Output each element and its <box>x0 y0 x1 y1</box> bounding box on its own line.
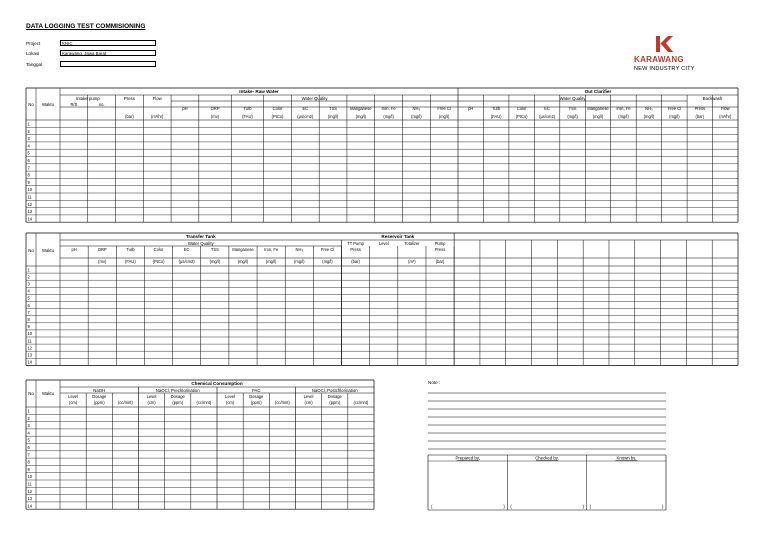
table2-row-number: 14 <box>27 359 33 365</box>
table1-sub-wq-intake: Water Quality <box>301 96 328 101</box>
table2-param: pH <box>71 247 77 252</box>
table2-param: Manganese <box>232 247 254 252</box>
table3-row-number: 5 <box>27 437 30 443</box>
table2-row-number: 8 <box>27 317 30 322</box>
table1-sub-backwash: Backwash <box>702 96 723 101</box>
table2-param: Free Cl <box>320 247 335 252</box>
table3-waktu-header: Waktu <box>41 391 55 396</box>
table2-row-number: 9 <box>27 324 30 330</box>
table3-row-number: 11 <box>27 481 32 487</box>
table3-param: Dosage <box>92 394 107 399</box>
table2-group-reservoir: Reservoir Tank <box>381 234 415 239</box>
table1-param: ORP <box>210 106 220 111</box>
table2-param: NH₃ <box>295 247 304 252</box>
table2-param-sub: Press <box>434 247 446 252</box>
table1-unit: (FAU) <box>242 114 253 119</box>
table1-param: no. <box>98 102 105 107</box>
table3-unit: (cc/mnt) <box>353 400 369 405</box>
table3-row-number: 3 <box>27 423 30 429</box>
table1-sub-intake-pump: Intake pump <box>75 96 100 101</box>
table2-unit: (mg/l) <box>209 259 221 264</box>
table3-row-number: 12 <box>27 488 33 494</box>
table3-row-number: 2 <box>27 415 30 421</box>
table1-param: Iron, Fe <box>616 106 631 111</box>
signature-open-paren: ( <box>431 504 433 509</box>
table3-unit: (cm) <box>147 400 156 405</box>
table3-unit: (ppm) <box>93 400 105 405</box>
page-title: DATA LOGGING TEST COMMISIONING <box>26 23 146 30</box>
table3-row-number: 1 <box>27 408 30 414</box>
table1-param: EC <box>302 106 309 111</box>
table2-row-number: 6 <box>27 302 30 308</box>
table1-row-number: 5 <box>27 150 30 156</box>
table1-unit: (bar) <box>695 114 705 119</box>
table1-param: Manganese <box>350 106 372 111</box>
table2-no-header: No <box>28 248 34 253</box>
table2-param: Turb <box>126 247 135 252</box>
table1-param: Iron, Fe <box>381 106 396 111</box>
table2-row-number: 3 <box>27 281 30 287</box>
table1-unit: (PtCo) <box>515 114 528 119</box>
table1-unit: (mg/l) <box>618 114 629 119</box>
signature-close-paren: ) <box>503 504 505 509</box>
table2-param: EC <box>183 247 190 252</box>
table1-param: R/S <box>70 102 78 107</box>
table1-unit: (m³/hr) <box>151 114 164 119</box>
table3-unit: (cc/mnt) <box>196 400 212 405</box>
signature-open-paren: ( <box>589 504 592 509</box>
table3-param: Dosage <box>170 394 185 399</box>
table1-no-header: No <box>28 102 34 107</box>
table2-row-number: 5 <box>27 295 30 301</box>
table1-param: TSS <box>568 106 577 111</box>
table1-param: Color <box>516 106 527 111</box>
table2-param: Iron, Fe <box>264 247 279 252</box>
table1-param: Free Cl <box>667 106 682 111</box>
table1-param: TSS <box>329 106 338 111</box>
table3-group: Chemical Consumption <box>191 381 243 386</box>
table2-param: ORP <box>97 247 107 252</box>
table1-unit: (mg/l) <box>592 114 604 119</box>
table2-param-sub: Press <box>350 247 361 252</box>
table2-unit: (μs/cm2) <box>178 259 195 264</box>
table1-param: NH₃ <box>412 106 421 111</box>
table1-param: NH₃ <box>645 106 653 111</box>
table3-unit: (ppm) <box>329 400 341 405</box>
signature-label-0: Prepared by, <box>455 455 480 461</box>
table2-row-number: 12 <box>27 345 33 351</box>
table1-row-number: 2 <box>27 128 30 134</box>
table3-subgroup: NaOCl, Prechlorination <box>155 388 200 393</box>
tanggal-label: Tanggal <box>26 62 43 67</box>
table1-unit: (PtCo) <box>271 114 284 119</box>
table3-unit: (cm) <box>225 400 235 405</box>
signature-open-paren: ( <box>510 504 512 509</box>
table2-unit: (FAU) <box>125 259 136 264</box>
table2-param: Level <box>378 241 389 246</box>
table3-row-number: 13 <box>27 496 33 502</box>
table3-unit: (cm) <box>304 400 313 405</box>
table1-unit: (FAU) <box>490 114 502 119</box>
lokasi-field[interactable]: Karawang, Jawa Barat <box>60 50 156 56</box>
table1-unit: (mg/l) <box>438 114 450 119</box>
table2-waktu-header: Waktu <box>41 248 55 253</box>
table3-row-number: 4 <box>27 430 30 436</box>
table1-param: pH <box>468 106 474 111</box>
table2-param: Pump <box>434 241 446 246</box>
table2-row-number: 7 <box>27 309 30 315</box>
table1-row-number: 10 <box>27 187 33 193</box>
signature-close-paren: ) <box>662 504 664 509</box>
table1-param: Free Cl <box>437 106 451 111</box>
table2-unit: (bar) <box>435 259 445 264</box>
table3-row-number: 8 <box>27 459 30 465</box>
table1-unit: (mg/l) <box>355 114 367 119</box>
table1-sub-press: Press <box>123 96 135 101</box>
table3-row-number: 7 <box>27 452 30 458</box>
logo-subtitle: NEW INDUSTRY CITY <box>634 66 695 72</box>
table2-row-number: 1 <box>27 267 30 273</box>
project-label: Project <box>26 41 41 46</box>
table3-row-number: 6 <box>27 445 30 450</box>
table1-unit: (mg/l) <box>411 114 422 119</box>
table1-unit: (mg/l) <box>643 114 655 119</box>
table2-param: Totalizer <box>404 241 420 246</box>
table1-row-number: 12 <box>27 201 33 207</box>
table1-unit: (mg/l) <box>567 114 578 119</box>
table3-no-header: No <box>28 391 34 396</box>
signature-label-2: Known by, <box>616 455 637 461</box>
table1-unit: (mg/l) <box>669 114 680 119</box>
table3-unit: (ppm) <box>172 400 184 405</box>
table2-unit: (mg/l) <box>265 259 277 264</box>
table2-unit: (mg/l) <box>322 259 333 264</box>
table1-row-number: 7 <box>27 165 30 171</box>
table1-row-number: 3 <box>27 136 30 142</box>
table2-row-number: 2 <box>27 274 30 280</box>
table2-unit: (mg/l) <box>294 259 305 264</box>
table1-waktu-header: Waktu <box>41 102 55 107</box>
table1-row-number: 8 <box>27 172 30 178</box>
table3-param: Dosage <box>249 394 264 399</box>
table1-unit: (mg/l) <box>327 114 339 119</box>
table2-row-number: 11 <box>27 338 32 344</box>
table2-row-number: 10 <box>27 331 33 337</box>
signature-close-paren: ) <box>582 504 585 509</box>
table1-unit: (mg/l) <box>383 114 394 119</box>
table2-unit: (bar) <box>351 259 360 264</box>
table1-unit: (m³/hr) <box>719 114 732 119</box>
lokasi-label: Lokasi <box>26 51 40 56</box>
table1-row-number: 13 <box>27 209 33 215</box>
table1-param: Press <box>694 106 706 111</box>
table1-unit: (bar) <box>125 114 134 119</box>
table2-sub-wq: Water Quality <box>187 241 214 246</box>
table3-unit: (cc/mnt) <box>118 400 133 405</box>
table1-unit: (μs/cm2) <box>297 114 314 119</box>
table1-group-intake: Intake- Raw Water <box>239 89 279 94</box>
table2-unit: (m³) <box>408 259 416 264</box>
table3-subgroup: NaOH <box>93 388 106 393</box>
table1-sub-wq-clarifier: Water Quality <box>559 96 586 101</box>
table3-param: Level <box>68 394 78 399</box>
table3-unit: (cm) <box>68 400 78 405</box>
logo-name: KARAWANG <box>634 55 684 64</box>
table2-param: TT Pump <box>347 241 364 246</box>
signature-label-1: Checked by, <box>535 455 559 461</box>
table2-group-transfer: Transfer Tank <box>185 234 216 239</box>
table2-unit: (mv) <box>98 259 107 264</box>
table3-param: Level <box>146 394 157 399</box>
table3-row-number: 10 <box>27 474 33 480</box>
table3-subgroup: NaOCl, Postchlorination <box>311 388 358 393</box>
table2-param: TSS <box>210 247 219 252</box>
table1-param: EC <box>544 106 550 111</box>
table2-row-number: 4 <box>27 288 30 294</box>
table3-unit: (cc/mnt) <box>275 400 290 405</box>
table1-row-number: 9 <box>27 179 30 185</box>
table3-row-number: 9 <box>27 466 30 472</box>
note-label: Note : <box>428 380 441 385</box>
table3-subgroup: PAC <box>251 388 261 393</box>
table2-unit: (mg/l) <box>237 259 249 264</box>
table1-row-number: 11 <box>27 194 32 200</box>
table2-unit: (PtCo) <box>152 259 165 264</box>
table1-sub-flow: Flow <box>152 96 162 101</box>
table1-param: Color <box>272 106 283 111</box>
table1-param: pH <box>182 106 188 111</box>
project-field[interactable]: KNIC <box>60 40 156 46</box>
table1-row-number: 1 <box>27 121 30 127</box>
table2-row-number: 13 <box>27 352 33 358</box>
table3-param: Level <box>303 394 314 399</box>
table1-param: Turb <box>492 106 501 111</box>
table3-param: Level <box>225 394 235 399</box>
table1-param: Flow <box>720 106 730 111</box>
table1-param: Manganese <box>587 106 609 111</box>
table2-param: Color <box>153 247 164 252</box>
table1-param: Turb <box>243 106 252 111</box>
table1-row-number: 14 <box>27 216 33 222</box>
table3-param: Dosage <box>327 394 342 399</box>
table1-unit: (μs/cm2) <box>539 114 556 119</box>
table1-row-number: 6 <box>27 158 30 163</box>
table1-row-number: 4 <box>27 143 30 149</box>
table3-row-number: 14 <box>27 503 33 509</box>
table3-unit: (ppm) <box>250 400 262 405</box>
table1-group-clarifier: Out Clarifier <box>584 89 612 94</box>
table1-unit: (mv) <box>210 114 220 119</box>
